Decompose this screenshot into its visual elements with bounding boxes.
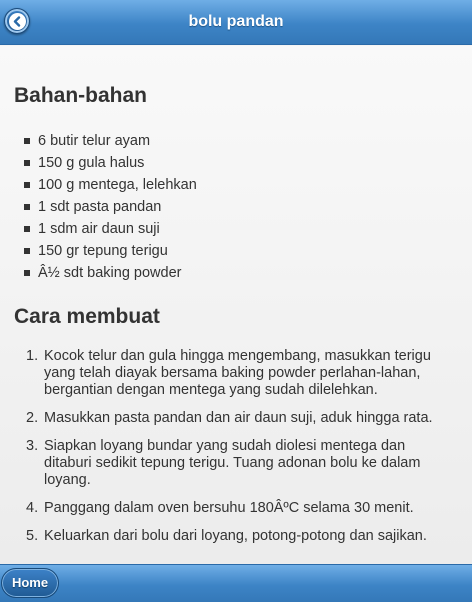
step-item <box>26 500 446 517</box>
step-item <box>26 410 446 427</box>
list-item: 150 g gula halus <box>24 152 197 174</box>
step-number: 5. <box>26 528 39 544</box>
step-item <box>26 348 446 399</box>
step-number: 1. <box>26 348 39 364</box>
steps-heading: Cara membuat <box>14 305 160 328</box>
list-item: 150 gr tepung terigu <box>24 240 197 262</box>
step-number: 4. <box>26 500 39 516</box>
step-text: Kocok telur dan gula hingga mengembang, masukkan terigu yang telah diayak bersama baking powder perlahan-lahan, bergantian dengan mentega yang sudah dilelehkan. <box>44 348 431 398</box>
ingredients-list <box>24 130 197 284</box>
step-text: Masukkan pasta pandan dan air daun suji, aduk hingga rata. <box>44 410 433 426</box>
list-item: 100 g mentega, lelehkan <box>24 174 197 196</box>
step-text: Keluarkan dari bolu dari loyang, potong-potong dan sajikan. <box>44 528 427 544</box>
step-text: Siapkan loyang bundar yang sudah diolesi mentega dan ditaburi sedikit tepung terigu. Tuang adonan bolu ke dalam loyang. <box>44 438 421 488</box>
header-bar <box>0 0 472 45</box>
page-title: bolu pandan <box>188 13 284 30</box>
recipe-content <box>0 46 472 564</box>
ingredients-heading: Bahan-bahan <box>14 84 148 107</box>
steps-list <box>26 348 446 556</box>
step-number: 3. <box>26 438 39 454</box>
list-item: Â½ sdt baking powder <box>24 262 197 284</box>
footer-bar <box>0 564 472 602</box>
step-item <box>26 438 446 489</box>
list-item: 1 sdm air daun suji <box>24 218 197 240</box>
home-button[interactable]: Home <box>1 568 59 598</box>
list-item: 6 butir telur ayam <box>24 130 197 152</box>
step-item <box>26 528 446 545</box>
list-item: 1 sdt pasta pandan <box>24 196 197 218</box>
step-number: 2. <box>26 410 39 426</box>
step-text: Panggang dalam oven bersuhu 180ÂºC selama 30 menit. <box>44 500 414 516</box>
